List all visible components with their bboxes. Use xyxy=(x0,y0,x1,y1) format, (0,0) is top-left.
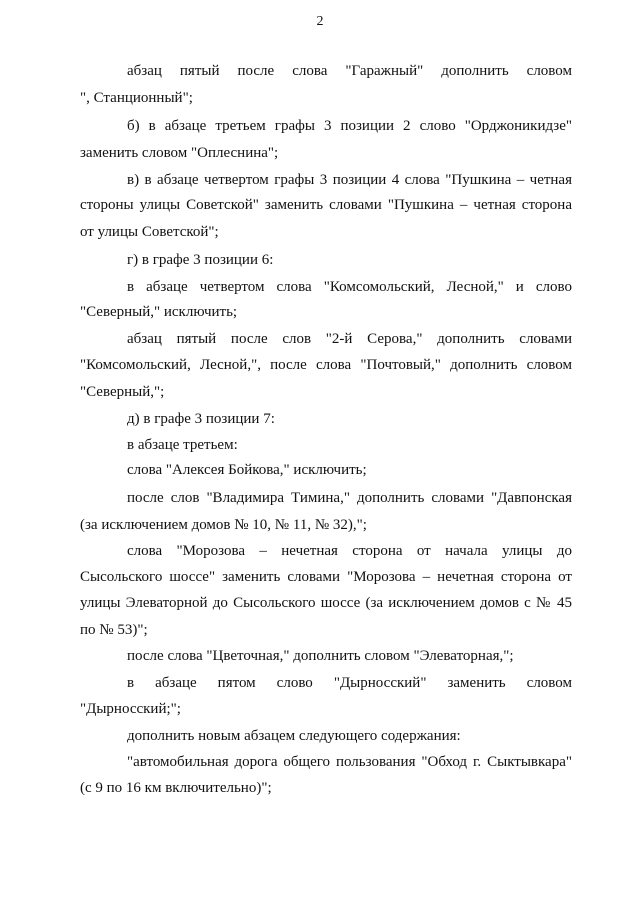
text-line: от улицы Советской"; xyxy=(80,224,219,240)
text-line: в) в абзаце четвертом графы 3 позиции 4 слова "Пушкина – четная xyxy=(127,172,572,188)
text-line: "Северный," исключить; xyxy=(80,304,238,320)
text-line: в абзаце четвертом слова "Комсомольский, Лесной," и слово xyxy=(127,279,572,295)
text-line: дополнить новым абзацем следующего содержания: xyxy=(127,728,461,744)
page-number: 2 xyxy=(316,14,324,29)
text-line: "Комсомольский, Лесной,", после слова "Почтовый," дополнить словом xyxy=(80,357,572,373)
text-line: "автомобильная дорога общего пользования "Обход г. Сыктывкара" xyxy=(127,754,572,770)
text-line: д) в графе 3 позиции 7: xyxy=(127,411,275,427)
text-line: в абзаце пятом слово "Дырносский" заменить словом xyxy=(127,675,572,691)
text-line: абзац пятый после слов "2-й Серова," дополнить словами xyxy=(127,331,572,347)
text-line: г) в графе 3 позиции 6: xyxy=(127,252,274,268)
text-line: абзац пятый после слова "Гаражный" дополнить словом xyxy=(127,63,572,79)
text-line: "Северный,"; xyxy=(80,384,165,400)
text-line: б) в абзаце третьем графы 3 позиции 2 слово "Орджоникидзе" xyxy=(127,118,572,134)
text-line: стороны улицы Советской" заменить словами "Пушкина – четная сторона xyxy=(80,197,572,213)
text-line: после слов "Владимира Тимина," дополнить словами "Давпонская xyxy=(127,490,572,506)
text-line: слова "Алексея Бойкова," исключить; xyxy=(127,462,367,478)
text-line: (за исключением домов № 10, № 11, № 32),"; xyxy=(80,517,367,533)
text-line: заменить словом "Оплеснина"; xyxy=(80,145,279,161)
text-line: ", Станционный"; xyxy=(80,90,193,106)
text-line: "Дырносский;"; xyxy=(80,701,181,717)
text-line: после слова "Цветочная," дополнить словом "Элеваторная,"; xyxy=(127,648,514,664)
text-line: улицы Элеваторной до Сысольского шоссе (за исключением домов с № 45 xyxy=(80,595,572,611)
text-line: слова "Морозова – нечетная сторона от начала улицы до xyxy=(127,543,572,559)
text-line: Сысольского шоссе" заменить словами "Морозова – нечетная сторона от xyxy=(80,569,572,585)
text-line: (с 9 по 16 км включительно)"; xyxy=(80,780,272,796)
text-line: в абзаце третьем: xyxy=(127,437,238,453)
text-line: по № 53)"; xyxy=(80,622,148,638)
